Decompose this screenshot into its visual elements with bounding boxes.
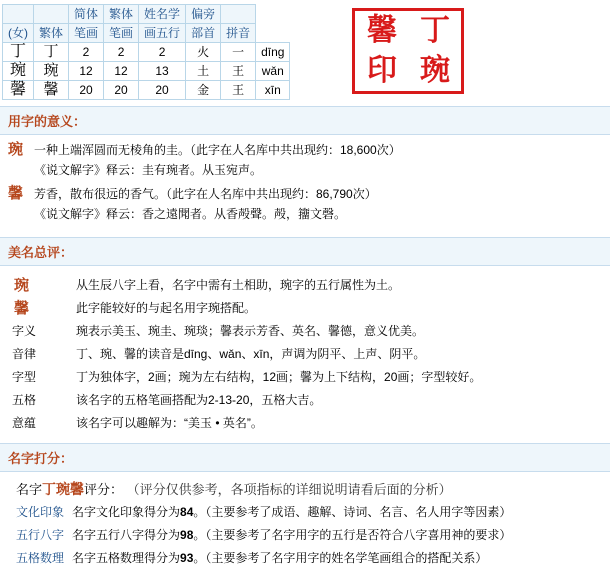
seal-char-2: 丁 xyxy=(419,14,450,47)
scoring-headline-note: （评分仅供参考，各项指标的详细说明请看后面的分析） xyxy=(126,482,452,497)
beauty-char: 琬 xyxy=(14,277,30,294)
beauty-table xyxy=(8,274,602,435)
beauty-row xyxy=(8,274,602,297)
score-text-post: 。（主要参考了名字用字的姓名学笔画组合的搭配关系） xyxy=(193,551,488,565)
score-text-pre: 名字文化印象得分为 xyxy=(72,505,181,519)
beauty-text: 此字能较好的与起名用字琬搭配。 xyxy=(76,301,257,315)
top-area xyxy=(0,0,610,100)
table-row xyxy=(3,62,290,81)
score-text-post: 。（主要参考了成语、趣解、诗词、名言、名人用字等因素） xyxy=(193,505,512,519)
row-strokes-nameology: 20 xyxy=(139,81,186,100)
score-item xyxy=(8,524,602,547)
eval-text: 该名字的五格笔画搭配为2-13-20，五格大吉。 xyxy=(76,393,322,407)
eval-text: 该名字可以趣解为：“美玉 • 英名”。 xyxy=(76,416,263,430)
table-group-header-row xyxy=(3,5,290,24)
row-strokes-nameology: 13 xyxy=(139,62,186,81)
row-strokes-simplified: 20 xyxy=(69,81,104,100)
row-traditional: 琬 xyxy=(34,62,69,81)
eval-row xyxy=(8,343,602,366)
meaning-char: 琬 xyxy=(8,141,24,158)
score-key: 五行八字 xyxy=(16,528,65,542)
scoring-headline-prefix: 名字 xyxy=(16,482,43,497)
row-strokes-nameology: 2 xyxy=(139,43,186,62)
row-char: 馨 xyxy=(3,81,34,100)
score-key: 文化印象 xyxy=(16,505,65,519)
group-header-simplified: 简体 xyxy=(69,5,104,24)
scoring-headline-name: 丁琬馨 xyxy=(42,481,85,497)
section-header-meaning: 用字的意义： xyxy=(0,106,610,135)
table-row xyxy=(3,43,290,62)
row-pinyin: xīn xyxy=(256,81,290,100)
eval-row xyxy=(8,412,602,435)
eval-text: 丁为独体字，2画；琬为左右结构，12画；馨为上下结构，20画；字型较好。 xyxy=(76,370,482,384)
eval-text: 琬表示美玉、琬圭、琬琰；馨表示芳香、英名、馨德，意义优美。 xyxy=(76,324,425,338)
eval-key: 意蕴 xyxy=(12,416,37,430)
col-header-strokes-simplified: 笔画 xyxy=(69,24,104,43)
score-text-post: 。（主要参考了名字用字的五行是否符合八字喜用神的要求） xyxy=(193,528,512,542)
meaning-text: 一种上端浑圆而无棱角的圭。（此字在人名库中共出现约：18,600次） xyxy=(34,143,401,157)
name-seal-stamp xyxy=(352,8,464,94)
meaning-char: 馨 xyxy=(8,185,24,202)
meaning-entry xyxy=(8,185,602,203)
row-char: 琬 xyxy=(3,62,34,81)
eval-key: 字义 xyxy=(12,324,37,338)
group-header-spacer-3 xyxy=(221,5,256,24)
section-header-beauty: 美名总评： xyxy=(0,237,610,266)
eval-key: 音律 xyxy=(12,347,37,361)
score-value: 84 xyxy=(180,505,194,519)
table-row xyxy=(3,81,290,100)
meaning-source-note: 《说文解字》释云：圭有琬者。从玉宛声。 xyxy=(34,163,263,177)
group-header-spacer-2 xyxy=(34,5,69,24)
row-bushou: 一 xyxy=(221,43,256,62)
eval-row xyxy=(8,389,602,412)
seal-char-3: 印 xyxy=(366,54,397,87)
score-text-pre: 名字五格数理得分为 xyxy=(72,551,181,565)
name-character-table xyxy=(2,4,290,100)
section-header-scoring: 名字打分： xyxy=(0,443,610,472)
section-body-scoring xyxy=(0,472,610,572)
col-header-traditional: 繁体 xyxy=(34,24,69,43)
row-strokes-simplified: 12 xyxy=(69,62,104,81)
row-bushou: 王 xyxy=(221,62,256,81)
group-header-nameology: 姓名学 xyxy=(139,5,186,24)
eval-text: 丁、琬、馨的读音是dīng、wǎn、xīn，声调为阴平、上声、阴平。 xyxy=(76,347,426,361)
group-header-spacer xyxy=(3,5,34,24)
section-body-meaning xyxy=(0,135,610,231)
row-pinyin: dīng xyxy=(256,43,290,62)
eval-row xyxy=(8,320,602,343)
score-item xyxy=(8,547,602,570)
row-strokes-traditional: 20 xyxy=(104,81,139,100)
row-wuxing: 火 xyxy=(186,43,221,62)
col-header-strokes-traditional: 笔画 xyxy=(104,24,139,43)
score-key: 五格数理 xyxy=(16,551,65,565)
row-bushou: 王 xyxy=(221,81,256,100)
eval-row xyxy=(8,366,602,389)
row-pinyin: wǎn xyxy=(256,62,290,81)
meaning-source-note: 《说文解字》释云：香之遠聞者。从香殸聲。殸，籒文磬。 xyxy=(34,207,347,221)
eval-key: 字型 xyxy=(12,370,37,384)
row-strokes-traditional: 12 xyxy=(104,62,139,81)
group-header-radical: 偏旁 xyxy=(186,5,221,24)
seal-char-1: 馨 xyxy=(366,14,397,47)
row-strokes-simplified: 2 xyxy=(69,43,104,62)
row-wuxing: 土 xyxy=(186,62,221,81)
meaning-text: 芳香，散布很远的香气。（此字在人名库中共出现约：86,790次） xyxy=(34,187,377,201)
col-header-gender: (女) xyxy=(3,24,34,43)
meaning-entry xyxy=(8,141,602,159)
scoring-headline-suffix: 评分： xyxy=(84,482,124,497)
seal-wrapper xyxy=(352,8,464,94)
beauty-row xyxy=(8,297,602,320)
row-wuxing: 金 xyxy=(186,81,221,100)
score-value: 98 xyxy=(180,528,194,542)
row-traditional: 馨 xyxy=(34,81,69,100)
group-header-traditional: 繁体 xyxy=(104,5,139,24)
eval-key: 五格 xyxy=(12,393,37,407)
table-column-header-row xyxy=(3,24,290,43)
score-text-pre: 名字五行八字得分为 xyxy=(72,528,181,542)
col-header-pinyin: 拼音 xyxy=(221,24,256,43)
row-traditional: 丁 xyxy=(34,43,69,62)
seal-char-4: 琬 xyxy=(419,54,450,87)
beauty-char: 馨 xyxy=(14,300,30,317)
col-header-strokes-wuxing: 画五行 xyxy=(139,24,186,43)
section-body-beauty xyxy=(0,266,610,437)
row-char: 丁 xyxy=(3,43,34,62)
beauty-text: 从生辰八字上看，名字中需有土相助，琬字的五行属性为土。 xyxy=(76,278,401,292)
score-item xyxy=(8,501,602,524)
score-value: 93 xyxy=(180,551,194,565)
scoring-headline xyxy=(8,478,602,501)
col-header-bushou: 部首 xyxy=(186,24,221,43)
row-strokes-traditional: 2 xyxy=(104,43,139,62)
